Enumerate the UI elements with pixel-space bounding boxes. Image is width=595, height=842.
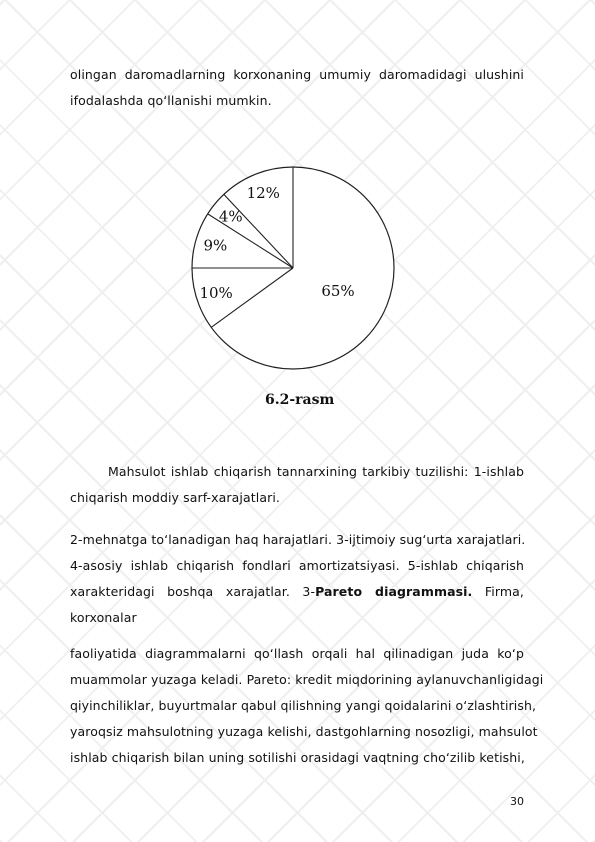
text-segment: Firma,	[472, 584, 524, 599]
pie-slice-label: 12%	[246, 183, 280, 202]
text-line: chiqarish moddiy sarf-xarajatlari.	[70, 490, 280, 505]
pareto-heading: Pareto diagrammasi.	[315, 584, 473, 599]
text-line: ishlab chiqarish bilan uning sotilishi orasidagi vaqtning cho‘zilib ketishi,	[70, 750, 525, 765]
pie-slice-label: 10%	[199, 283, 233, 302]
text-line: 4-asosiy ishlab chiqarish fondlari amortizatsiyasi. 5-ishlab chiqarish	[70, 558, 524, 573]
text-line: muammolar yuzaga keladi. Pareto: kredit miqdorining aylanuvchanligidagi	[70, 672, 544, 687]
page-number: 30	[510, 795, 524, 808]
paragraph-pareto	[70, 641, 544, 771]
text-line: qiyinchiliklar, buyurtmalar qabul qilishning yangi qoidalarini o‘zlashtirish,	[70, 698, 537, 713]
paragraph-cost-structure	[70, 459, 524, 511]
pie-chart	[185, 160, 405, 400]
pie-slice-label: 4%	[218, 207, 243, 226]
figure-caption: 6.2-rasm	[265, 392, 335, 408]
pie-slice-label: 9%	[203, 236, 228, 255]
pie-chart-figure	[185, 160, 405, 420]
paragraph-intro	[70, 62, 524, 114]
pie-slice-label: 65%	[321, 281, 355, 300]
text-line: olingan daromadlarning korxonaning umumiy daromadidagi ulushini	[70, 67, 524, 82]
text-line: korxonalar	[70, 610, 137, 625]
text-line: yaroqsiz mahsulotning yuzaga kelishi, dastgohlarning nosozligi, mahsulot	[70, 724, 538, 739]
paragraph-cost-items	[70, 527, 524, 631]
text-segment: xarakteridagi boshqa xarajatlar. 3-	[70, 584, 316, 599]
text-line: 2-mehnatga to‘lanadigan haq harajatlari. 3-ijtimoiy sug‘urta xarajatlari.	[70, 532, 526, 547]
text-line-with-bold	[70, 579, 524, 605]
text-line: ifodalashda qo‘llanishi mumkin.	[70, 93, 272, 108]
text-line: faoliyatida diagrammalarni qo‘llash orqali hal qilinadigan juda ko‘p	[70, 646, 524, 661]
text-line: Mahsulot ishlab chiqarish tannarxining tarkibiy tuzilishi: 1-ishlab	[108, 464, 524, 479]
